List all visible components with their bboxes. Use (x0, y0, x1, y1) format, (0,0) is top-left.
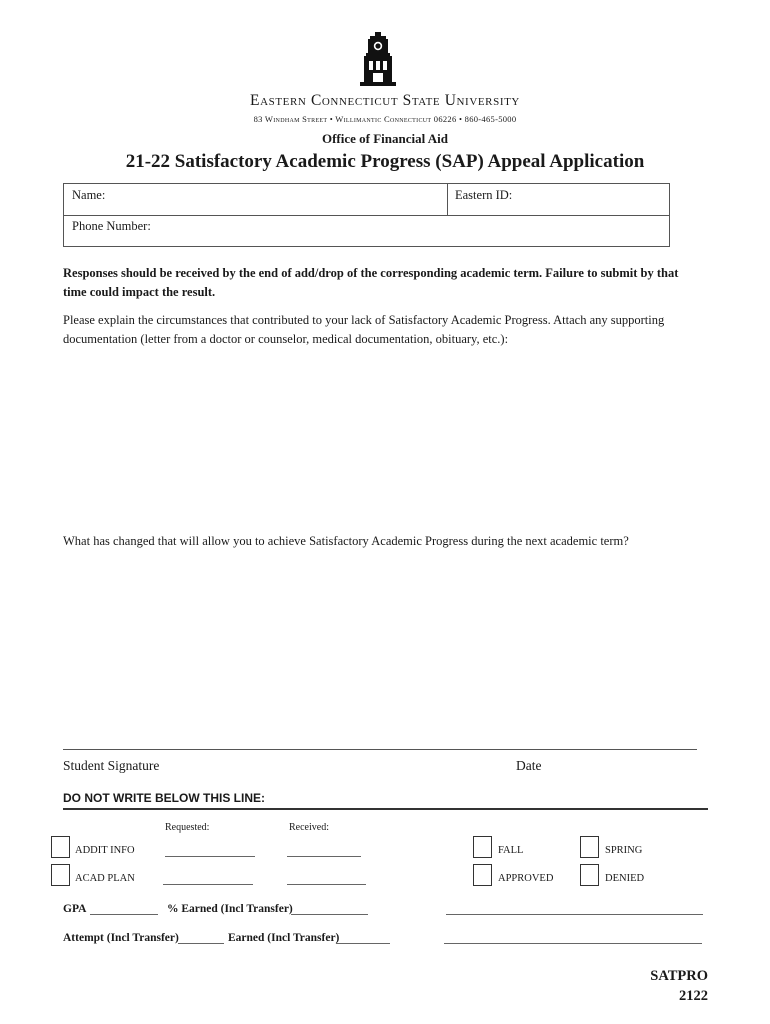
reviewer-line-2[interactable] (444, 943, 702, 944)
date-label: Date (516, 758, 542, 773)
phone-number-field[interactable]: Phone Number: (72, 219, 151, 233)
acad-plan-checkbox[interactable] (51, 864, 70, 886)
circumstances-answer-area[interactable] (63, 352, 708, 522)
addit-info-checkbox[interactable] (51, 836, 70, 858)
circumstances-question: Please explain the circumstances that contributed to your lack of Satisfactory Academic Progress. Attach any supporting documentation (letter from a doctor or counselor, medical documentation, obituary, etc.): (63, 313, 665, 346)
percent-earned-label: % Earned (Incl Transfer) (167, 903, 293, 915)
form-code: SATPRO (650, 968, 708, 984)
spring-label: SPRING (605, 845, 643, 856)
attempt-label: Attempt (Incl Transfer) (63, 932, 179, 944)
approved-checkbox[interactable] (473, 864, 492, 886)
student-info-box (63, 183, 670, 247)
changes-answer-area[interactable] (63, 556, 708, 736)
university-logo-icon (358, 32, 398, 88)
acad-plan-received-blank[interactable] (287, 884, 366, 885)
gpa-label: GPA (63, 903, 87, 915)
denied-checkbox[interactable] (580, 864, 599, 886)
acad-plan-requested-blank[interactable] (163, 884, 253, 885)
row-divider (64, 215, 669, 216)
spring-checkbox[interactable] (580, 836, 599, 858)
gpa-blank[interactable] (90, 914, 158, 915)
university-address: 83 Windham Street • Willimantic Connecticut 06226 • 860-465-5000 (253, 114, 517, 124)
reviewer-line-1[interactable] (446, 914, 703, 915)
earned-label: Earned (Incl Transfer) (228, 932, 340, 944)
approved-label: APPROVED (498, 873, 554, 884)
office-use-divider (63, 808, 708, 810)
denied-label: DENIED (605, 873, 645, 884)
fall-checkbox[interactable] (473, 836, 492, 858)
deadline-notice: Responses should be received by the end of add/drop of the corresponding academic term. Failure to submit by that time could impact the result. (63, 266, 679, 299)
signature-line[interactable] (63, 749, 697, 750)
earned-blank[interactable] (336, 943, 390, 944)
addit-info-requested-blank[interactable] (165, 856, 255, 857)
received-label: Received: (289, 822, 329, 833)
fall-label: FALL (498, 845, 524, 856)
do-not-write-heading: DO NOT WRITE BELOW THIS LINE: (63, 791, 265, 805)
office-name: Office of Financial Aid (321, 131, 449, 146)
student-signature-label: Student Signature (63, 758, 160, 773)
column-divider (447, 184, 448, 215)
attempt-blank[interactable] (178, 943, 224, 944)
addit-info-label: ADDIT INFO (75, 845, 135, 856)
form-version: 2122 (679, 988, 708, 1004)
addit-info-received-blank[interactable] (287, 856, 361, 857)
acad-plan-label: ACAD PLAN (75, 873, 135, 884)
name-field[interactable]: Name: (72, 188, 106, 202)
university-name: Eastern Connecticut State University (250, 92, 520, 109)
changes-question: What has changed that will allow you to achieve Satisfactory Academic Progress during the next academic term? (63, 534, 629, 548)
eastern-id-field[interactable]: Eastern ID: (455, 188, 513, 202)
percent-earned-blank[interactable] (291, 914, 368, 915)
page-title: 21-22 Satisfactory Academic Progress (SAP) Appeal Application (125, 151, 645, 172)
requested-label: Requested: (165, 822, 210, 833)
